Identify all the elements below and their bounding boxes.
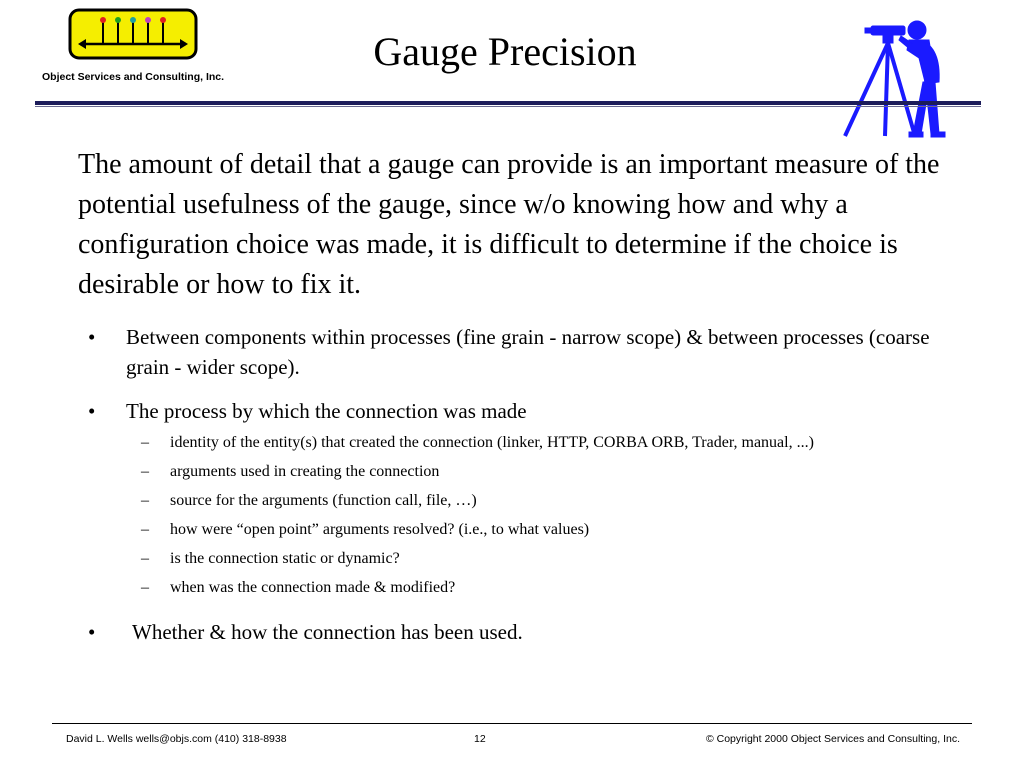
bullet-list [84,322,964,647]
sub-bullet-marker: – [141,463,149,480]
sub-bullet-list [84,430,964,601]
header-rule [35,101,981,105]
surveyor-icon [835,18,950,140]
bullet-item [84,396,964,426]
sub-bullet-marker: – [141,579,149,596]
company-name: Object Services and Consulting, Inc. [42,71,225,83]
sub-bullet-item [84,575,964,601]
footer-rule [52,723,972,724]
bullet-marker: • [88,620,96,644]
bullet-item [84,322,964,382]
bullet-text: Whether & how the connection has been used. [132,620,523,644]
page-title: Gauge Precision [373,29,637,74]
bullet-marker: • [88,325,96,349]
sub-bullet-text: how were “open point” arguments resolved? (i.e., to what values) [170,521,590,538]
bullet-marker: • [88,399,96,423]
sub-bullet-text: is the connection static or dynamic? [170,550,400,567]
sub-bullet-item [84,430,964,456]
sub-bullet-item [84,488,964,514]
bullet-text: The process by which the connection was made [126,399,527,423]
sub-bullet-text: identity of the entity(s) that created the connection (linker, HTTP, CORBA ORB, Trader, manual, ...) [170,434,814,451]
sub-bullet-text: when was the connection made & modified? [170,579,456,596]
sub-bullet-text: arguments used in creating the connection [170,463,440,480]
sub-bullet-marker: – [141,521,149,538]
header-rule-thin [35,106,981,107]
sub-bullet-item [84,459,964,485]
sub-bullet-marker: – [141,434,149,451]
sub-bullet-marker: – [141,550,149,567]
logo-icon [68,8,198,60]
footer-copyright: © Copyright 2000 Object Services and Consulting, Inc. [705,733,960,745]
sub-bullet-item [84,517,964,543]
sub-bullet-marker: – [141,492,149,509]
bullet-text: Between components within processes (fine grain - narrow scope) & between processes (coarse grain - wider scope). [126,325,930,379]
intro-paragraph: The amount of detail that a gauge can provide is an important measure of the potential usefulness of the gauge, since w/o knowing how and why a configuration choice was made, it is difficult to determine if the choice is desirable or how to fix it. [78,149,940,300]
footer-contact: David L. Wells wells@objs.com (410) 318-8938 [66,733,287,745]
sub-bullet-item [84,546,964,572]
page-number: 12 [474,733,486,745]
bullet-item [84,617,964,647]
sub-bullet-text: source for the arguments (function call, file, …) [170,492,477,509]
